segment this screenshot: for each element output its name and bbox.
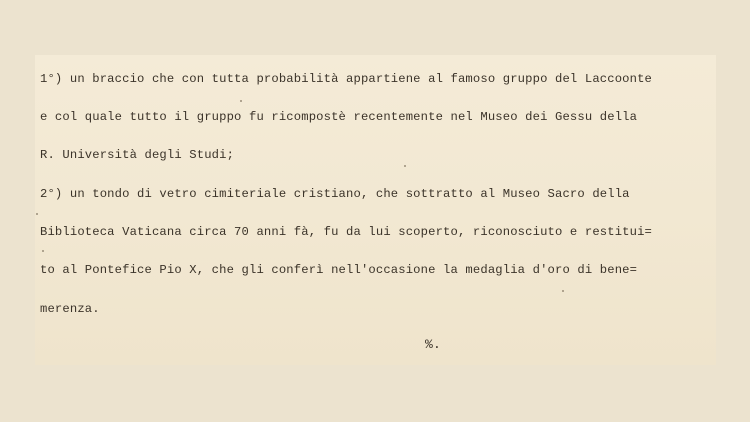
text-line-1: 1°) un braccio che con tutta probabilità appartiene al famoso gruppo del Laccoonte: [40, 72, 653, 86]
text-line-3: R. Università degli Studi;: [40, 148, 235, 162]
continuation-mark: %.: [425, 337, 441, 352]
text-line-2: e col quale tutto il gruppo fu ricompostè recentemente nel Museo dei Gessu della: [40, 110, 638, 124]
typewritten-page: [35, 55, 716, 365]
paper-speck: [36, 213, 38, 215]
paper-speck: [240, 100, 242, 102]
text-line-7: merenza.: [40, 302, 100, 316]
paper-speck: [42, 250, 44, 252]
text-line-5: Biblioteca Vaticana circa 70 anni fà, fu da lui scoperto, riconosciuto e restitui=: [40, 225, 653, 239]
paper-speck: [404, 165, 406, 167]
text-line-4: 2°) un tondo di vetro cimiteriale cristiano, che sottratto al Museo Sacro della: [40, 187, 630, 201]
text-line-6: to al Pontefice Pio X, che gli conferì nell'occasione la medaglia d'oro di bene=: [40, 263, 638, 277]
paper-speck: [562, 290, 564, 292]
